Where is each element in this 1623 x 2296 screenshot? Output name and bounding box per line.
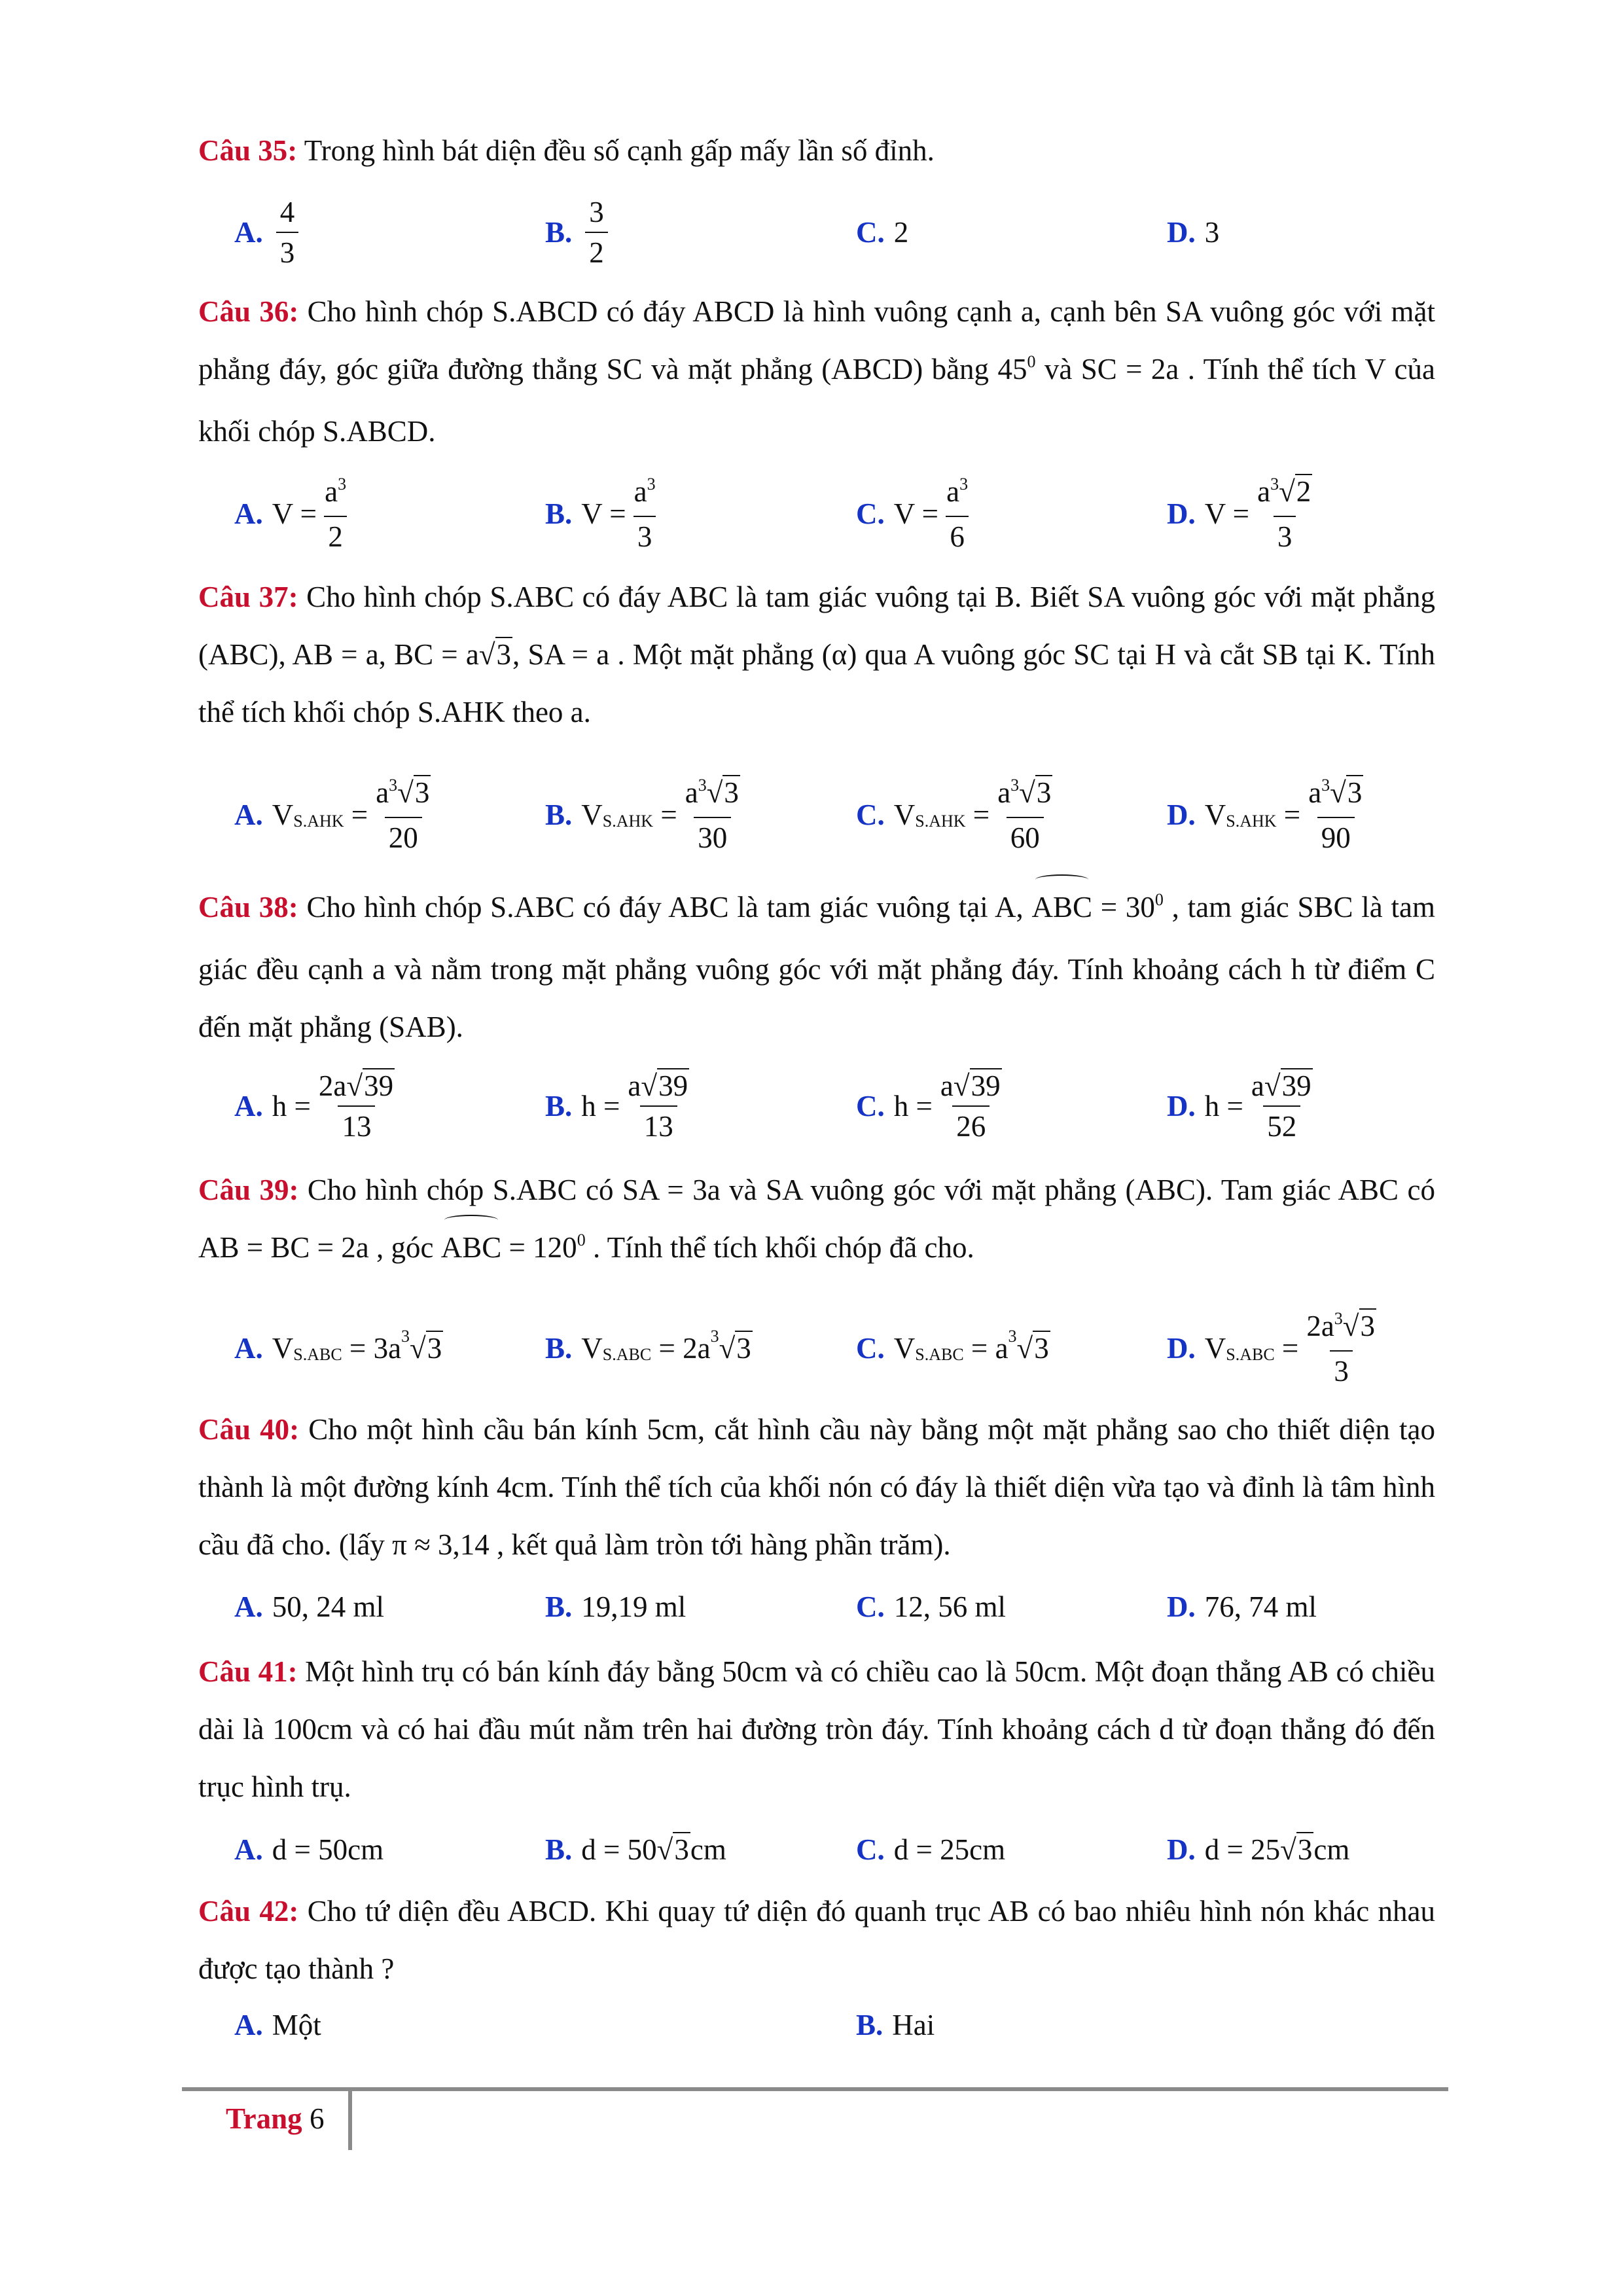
page-footer xyxy=(226,2096,324,2142)
fraction: $\frac{4}{3}$ xyxy=(276,195,299,270)
option-b[interactable]: B. V = $\frac{a^3}{3}$ xyxy=(545,474,656,553)
option-b[interactable]: B. 19,19 ml xyxy=(545,1590,687,1623)
option-d[interactable]: D. V S.AHK = $\frac{a^3√3}{90}$ xyxy=(1167,775,1363,854)
options-36 xyxy=(198,475,1435,553)
question-text: Trong hình bát diện đều số cạnh gấp mấy lần số đỉnh. xyxy=(297,134,935,167)
fraction: $\frac{3}{2}$ xyxy=(585,195,608,270)
option-c[interactable]: C. V = $\frac{a^3}{6}$ xyxy=(856,474,969,553)
option-a[interactable]: A. $\frac{4}{3}$ xyxy=(234,193,302,272)
option-b[interactable]: B. h = $\frac{a√39}{13}$ xyxy=(545,1069,688,1143)
options-38 xyxy=(198,1067,1435,1145)
question-41: Câu 41: Một hình trụ có bán kính đáy bằng 50cm và có chiều cao là 50cm. Một đoạn thẳng AB có chiều dài là 100cm và có hai đầu mút nằm trên hai đường tròn đáy. Tính khoảng cách d từ đoạn thẳng đó đến trục hình trụ. xyxy=(198,1655,1435,1803)
option-a[interactable]: A. d = 50cm xyxy=(234,1833,384,1866)
options-42 xyxy=(198,1986,1435,2064)
option-c[interactable]: C. d = 25cm xyxy=(856,1833,1006,1866)
option-d[interactable]: D. V S.ABC = $\frac{2a^3√3}{3}$ xyxy=(1167,1308,1375,1388)
angle-abc: ABC xyxy=(441,1219,502,1276)
option-d[interactable]: D. 76, 74 ml xyxy=(1167,1590,1317,1623)
question-35 xyxy=(198,122,1435,179)
question-40: Câu 40: Cho một hình cầu bán kính 5cm, cắt hình cầu này bằng một mặt phẳng sao cho thiết diện tạo thành là một đường kính 4cm. Tính thể tích của khối nón có đáy là thiết diện vừa tạo và đỉnh là tâm hình cầu đã cho. (lấy π ≈ 3,14 , kết quả làm tròn tới hàng phần trăm). xyxy=(198,1413,1435,1561)
question-label: Câu 40: xyxy=(198,1413,300,1446)
footer-divider xyxy=(182,2087,1448,2091)
question-label: Câu 35: xyxy=(198,134,298,167)
question-36: Câu 36: Cho hình chóp S.ABCD có đáy ABCD là hình vuông cạnh a, cạnh bên SA vuông góc với mặt phẳng đáy, góc giữa đường thẳng SC và mặt phẳng (ABCD) bằng $45^0$ và SC = 2a . Tính thể tích V của khối chóp S.ABCD. xyxy=(198,295,1435,448)
option-d[interactable]: D. d = 25 √3 cm xyxy=(1167,1833,1350,1866)
question-label: Câu 38: xyxy=(198,891,298,924)
question-label: Câu 41: xyxy=(198,1655,298,1688)
option-d[interactable]: D. h = $\frac{a√39}{52}$ xyxy=(1167,1069,1311,1143)
option-a[interactable]: A. V S.ABC = 3a 3 √3 xyxy=(234,1327,442,1365)
options-40 xyxy=(198,1568,1435,1646)
question-label: Câu 36: xyxy=(198,295,299,328)
option-a[interactable]: A. Một xyxy=(234,2009,321,2041)
option-c[interactable]: C. V S.AHK = $\frac{a^3√3}{60}$ xyxy=(856,775,1052,854)
option-b[interactable]: B. V S.AHK = $\frac{a^3√3}{30}$ xyxy=(545,775,739,854)
question-42: Câu 42: Cho tứ diện đều ABCD. Khi quay tứ diện đó quanh trục AB có bao nhiêu hình nón khác nhau được tạo thành ? xyxy=(198,1895,1435,1985)
question-label: Câu 42: xyxy=(198,1895,299,1928)
option-c[interactable]: C. 2 xyxy=(856,216,909,249)
option-a[interactable]: A. 50, 24 ml xyxy=(234,1590,385,1623)
question-label: Câu 37: xyxy=(198,581,298,613)
options-41 xyxy=(198,1810,1435,1889)
option-b[interactable]: B. d = 50 √3 cm xyxy=(545,1833,726,1866)
option-a[interactable]: A. V = $\frac{a^3}{2}$ xyxy=(234,474,347,553)
option-a[interactable]: A. h = $\frac{2a√39}{13}$ xyxy=(234,1069,394,1143)
options-35 xyxy=(198,193,1435,272)
option-d[interactable]: D. V = $\frac{a^3√2}{3}$ xyxy=(1167,474,1311,553)
footer-vertical-bar xyxy=(348,2087,352,2150)
option-b[interactable]: B. Hai xyxy=(856,2009,935,2041)
option-c[interactable]: C. 12, 56 ml xyxy=(856,1590,1007,1623)
angle-abc: ABC xyxy=(1032,878,1093,936)
options-39 xyxy=(198,1309,1435,1388)
page-number: 6 xyxy=(309,2102,325,2135)
option-b[interactable]: B. $\frac{3}{2}$ xyxy=(545,193,612,272)
question-label: Câu 39: xyxy=(198,1174,299,1206)
question-39: Câu 39: Cho hình chóp S.ABC có SA = 3a và SA vuông góc với mặt phẳng (ABC). Tam giác ABC có AB = BC = 2a , góc ABC = $120^0$ . Tính thể tích khối chóp đã cho. xyxy=(198,1161,1435,1281)
options-37 xyxy=(198,776,1435,854)
page-label: Trang xyxy=(226,2102,302,2135)
option-a[interactable]: A. V S.AHK = $\frac{a^3√3}{20}$ xyxy=(234,775,430,854)
option-d[interactable]: D. 3 xyxy=(1167,216,1220,249)
option-c[interactable]: C. h = $\frac{a√39}{26}$ xyxy=(856,1069,1001,1143)
question-38: Câu 38: Cho hình chóp S.ABC có đáy ABC là tam giác vuông tại A, ABC = $30^0$ , tam giác SBC là tam giác đều cạnh a và nằm trong mặt phẳng vuông góc với mặt phẳng đáy. Tính khoảng cách h từ điểm C đến mặt phẳng (SAB). xyxy=(198,878,1435,1056)
question-37: Câu 37: Cho hình chóp S.ABC có đáy ABC là tam giác vuông tại B. Biết SA vuông góc với mặt phẳng (ABC), AB = a, BC = a√3, SA = a . Một mặt phẳng (α) qua A vuông góc SC tại H và cắt SB tại K. Tính thể tích khối chóp S.AHK theo a. xyxy=(198,581,1435,728)
option-c[interactable]: C. V S.ABC = a 3 √3 xyxy=(856,1327,1049,1365)
option-b[interactable]: B. V S.ABC = 2a 3 √3 xyxy=(545,1327,751,1365)
